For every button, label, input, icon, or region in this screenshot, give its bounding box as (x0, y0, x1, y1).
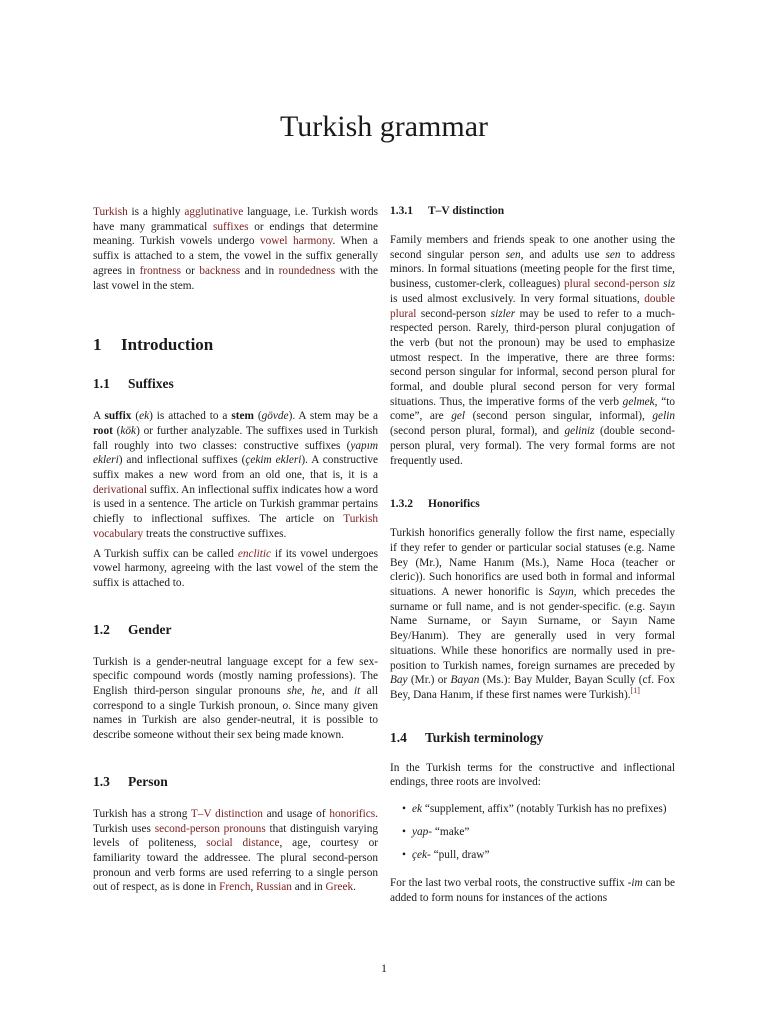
text: can be added to form nouns for instances of the actions (390, 877, 675, 904)
term-gelin: gelin (652, 410, 675, 423)
link-tv-distinction[interactable]: T–V distinction (190, 807, 263, 820)
section-title: Person (128, 773, 168, 789)
text: , and (321, 685, 354, 698)
link-double-plural[interactable]: double plural (390, 292, 675, 320)
term-o: o (282, 699, 289, 712)
term-bayan: Bayan (450, 674, 480, 687)
root-gloss: “pull, draw” (430, 848, 490, 861)
term-geliniz: geliniz (564, 425, 595, 438)
link-turkish-vocabulary[interactable]: Turkish vocabulary (93, 513, 378, 540)
term-stem: stem (231, 410, 254, 423)
term-ek: ek (139, 410, 150, 423)
section-heading-honorifics (390, 498, 675, 510)
text: Family members and friends speak to one another using the second singular person (390, 234, 675, 261)
text: For the last two verbal roots, the constructive suffix (390, 877, 628, 890)
page-title: Turkish grammar (279, 110, 489, 143)
page-number: 1 (381, 961, 387, 975)
link-enclitic[interactable]: enclitic (237, 547, 272, 560)
section-number: 1.3 (93, 773, 110, 789)
gender-paragraph (93, 655, 378, 743)
text: to address minors. In formal situations (meeting people for the first time, business, customer-clerk, colleagues) (390, 248, 675, 291)
text: ) or further analyzable. The suffixes used in Turkish fall roughly into two classes: constructive suffixes ( (93, 424, 379, 452)
left-column (93, 205, 378, 895)
term-root: root (93, 424, 113, 437)
text: ) and inflectional suffixes ( (118, 454, 246, 467)
section-heading-introduction (93, 335, 378, 355)
text: , “to come”, are (390, 395, 675, 423)
root-gloss: “supplement, affix” (notably Turkish has no prefixes) (422, 803, 667, 816)
list-item (390, 825, 675, 840)
root-gloss: “make” (432, 825, 470, 838)
section-heading-suffixes (93, 376, 378, 392)
term-suffix: suffix (104, 410, 132, 423)
link-vowel-harmony[interactable]: vowel harmony (259, 235, 333, 248)
terminology-paragraph: In the Turkish terms for the constructive and inflectional endings, three roots are involved: (390, 761, 675, 789)
term-he: he (311, 685, 322, 698)
root-word: ek (412, 803, 423, 816)
text: A (93, 410, 105, 423)
text: if its vowel undergoes vowel harmony, agreeing with the last vowel of the stem the suffix is attached to. (93, 547, 378, 589)
link-plural-second-person[interactable]: plural second-person (564, 278, 660, 291)
section-number: 1.3.1 (390, 205, 413, 217)
list-item (390, 802, 675, 817)
link-backness[interactable]: backness (199, 264, 241, 277)
section-heading-tv-distinction (390, 205, 675, 217)
term-gel: gel (451, 410, 466, 423)
text: (Ms.): Bay Mulder, Bayan Scully (cf. Fox Bey, Dana Hanım, if these first names were Turkish). (390, 674, 676, 701)
text: . Turkish uses (93, 807, 378, 835)
section-title: T–V distinction (428, 205, 505, 217)
text: , (302, 685, 312, 698)
text: may be used to refer to a much-respected person. Rarely, third-person plural conjugation of the verb (but not the pronoun) may be used to emphasize utmost respect. In the imperative, there are three forms: second person singular for informal, second person plural for formal, and double plural second person for very formal situations. Thus, the imperative forms of the verb (390, 307, 675, 408)
section-number: 1 (93, 335, 102, 355)
term-kok: kök (120, 424, 137, 437)
section-heading-gender (93, 622, 378, 638)
term-sayin: Sayın (548, 586, 574, 599)
honorifics-paragraph (390, 526, 675, 702)
text: that distinguish varying levels of politeness, (93, 822, 378, 850)
text: is a highly (127, 206, 185, 218)
section-title: Turkish terminology (425, 729, 544, 745)
suffixes-paragraph-1 (93, 409, 378, 541)
section-number: 1.1 (93, 376, 110, 392)
link-agglutinative[interactable]: agglutinative (184, 206, 244, 218)
link-derivational[interactable]: derivational (93, 483, 147, 496)
text: ) is attached to a (149, 410, 232, 423)
link-russian[interactable]: Russian (256, 881, 292, 894)
term-sen: sen (505, 248, 521, 261)
text: . Since many given names in Turkish are also gender-neutral, it is possible to describe someone without their sex being made known. (93, 699, 378, 742)
text: and in (240, 264, 279, 277)
text: ( (131, 410, 140, 423)
term-it: it (353, 685, 361, 698)
text: ( (253, 410, 262, 423)
text: suffix. An inflectional suffix indicates how a word is used in a sentence. The article on Turkish grammar pertains chiefly to inflectional suffixes. The article on (93, 483, 378, 526)
text: language, i.e. Turkish words have many grammatical (93, 206, 378, 233)
section-number: 1.3.2 (390, 498, 413, 511)
root-word: çek- (412, 848, 431, 861)
intro-paragraph (93, 205, 378, 293)
section-title: Gender (128, 621, 172, 637)
text: Turkish has a strong (93, 807, 191, 820)
tv-paragraph (390, 233, 675, 468)
text: (double second-person plural, very formal). The very formal forms are not frequently used. (390, 425, 675, 467)
link-greek[interactable]: Greek (325, 881, 354, 894)
section-title: Introduction (121, 335, 214, 355)
link-frontness[interactable]: frontness (139, 264, 182, 277)
term-siz: siz (663, 278, 675, 291)
link-suffixes[interactable]: suffixes (212, 220, 249, 233)
person-paragraph (93, 807, 378, 895)
section-title: Suffixes (128, 376, 174, 392)
text: (Mr.) or (407, 674, 451, 687)
last-paragraph (390, 876, 675, 905)
text: ( (112, 424, 121, 437)
term-im: -im (627, 877, 643, 890)
text: Turkish is a gender-neutral language except for a few sex-specific compound words (mostly naming professions). The English third-person singular pronouns (93, 655, 378, 698)
text: with the last vowel in the stem. (93, 264, 378, 292)
section-number: 1.4 (390, 729, 407, 745)
root-word: yap- (412, 825, 433, 838)
right-column (390, 205, 675, 906)
section-title: Honorifics (428, 498, 480, 511)
link-turkish[interactable]: Turkish (93, 206, 128, 218)
link-second-person-pronouns[interactable]: second-person pronouns (154, 822, 266, 835)
term-gelmek: gelmek (622, 395, 655, 408)
link-roundedness[interactable]: roundedness (278, 264, 336, 277)
text: . (353, 881, 356, 894)
term-yapim-ekleri: yapım ekleri (93, 439, 378, 467)
term-bay: Bay (390, 674, 408, 687)
term-sen: sen (605, 248, 621, 261)
roots-list (390, 802, 675, 862)
text: treats the constructive suffixes. (143, 527, 287, 540)
section-number: 1.2 (93, 621, 110, 637)
text: (second person singular, informal), (465, 410, 653, 423)
text: ). A constructive suffix makes a new word from an old one, that is, it is a (93, 454, 379, 482)
text: and in (291, 881, 326, 894)
text: ). A stem may be a (288, 410, 378, 423)
link-honorifics[interactable]: honorifics (329, 807, 376, 820)
text: all correspond to a single Turkish pronoun, (93, 685, 378, 712)
text: Turkish honorifics generally follow the first name, especially if they refer to gender or particular social statuses (e.g. Name Bey (Mr.), Name Hanım (Ms.), Name Hoca (teacher or cleric)). Such honorifics are used both in formal and informal situations. A newer honorific is (390, 527, 675, 599)
text: . When a suffix is attached to a stem, the vowel in the suffix generally agrees in (93, 235, 378, 277)
text: second-person (416, 307, 491, 320)
text: A Turkish suffix can be called (93, 547, 238, 560)
section-heading-person (93, 774, 378, 790)
text: is used almost exclusively. In very formal situations, (390, 292, 645, 305)
term-sizler: sizler (490, 307, 516, 320)
text: , age, courtesy or familiarity toward the addressee. The plural second-person pronoun and verb forms are used referring to a single person out of respect, as is done in (93, 837, 378, 894)
section-heading-turkish-terminology (390, 730, 675, 746)
text: (second person plural, formal), and (390, 425, 565, 438)
term-she: she (286, 685, 302, 698)
suffixes-paragraph-2 (93, 547, 378, 591)
link-french[interactable]: French (219, 881, 251, 894)
reference-link[interactable]: [1] (630, 686, 640, 696)
text: , which precedes the surname or full name, and is not gender-specific. (e.g. Sayın Name Surname, or Sayın Surname, or Sayın Name Bey/Hanım). They are generally used in very formal situations. While these honorifics are normally used in pre-position to Turkish names, foreign surnames are preceded by (390, 586, 675, 672)
list-item (390, 848, 675, 863)
term-cekim-ekleri: çekim ekleri (245, 454, 302, 467)
text: and usage of (262, 807, 330, 820)
text: or endings that determine meaning. Turkish vowels undergo (93, 220, 378, 248)
text: or (181, 264, 200, 277)
text: , and adults use (520, 248, 606, 261)
link-social-distance[interactable]: social distance (206, 837, 280, 850)
text: , (250, 881, 257, 894)
term-govde: gövde (261, 410, 289, 423)
